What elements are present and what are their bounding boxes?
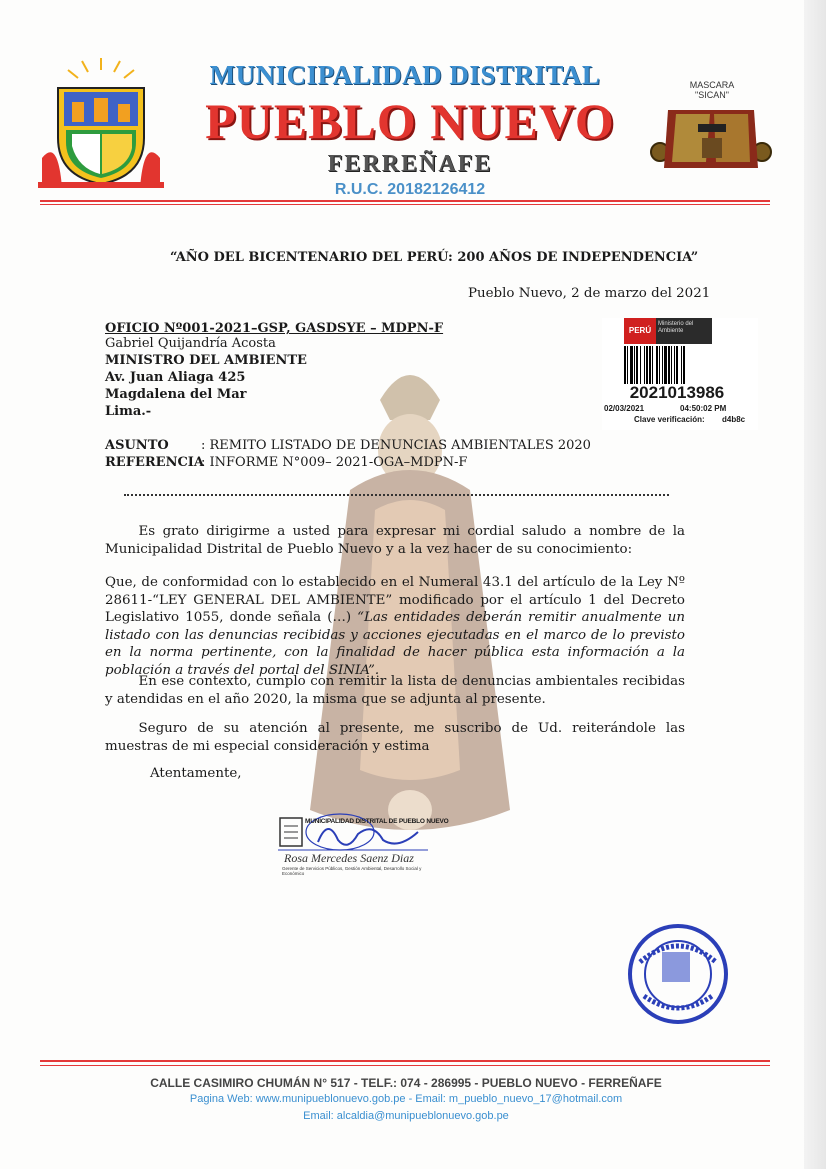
barcode-bar — [652, 346, 653, 384]
signatory-role: Gerente de Servicios Públicos, Gestión Ambiental, Desarrollo Social y Económico — [282, 866, 422, 876]
closing-salutation: Atentamente, — [150, 766, 242, 781]
recipient-district: Magdalena del Mar — [105, 387, 247, 402]
barcode-bar — [636, 346, 638, 384]
barcode-bar — [683, 346, 685, 384]
barcode-bar — [624, 346, 626, 384]
barcode-bar — [627, 346, 628, 384]
barcode-bar — [659, 346, 660, 384]
peru-label: PERÚ — [624, 318, 656, 344]
recipient-title: MINISTRO DEL AMBIENTE — [105, 353, 307, 368]
barcode-bar — [634, 346, 635, 384]
sican-mask-image — [650, 102, 772, 172]
barcode-bars — [624, 346, 722, 384]
p2-quote: “Las entidades deberán remitir anualmente un listado con las denuncias recibidas y acciones ejecutadas en el marco de lo previsto en la norma pertinente, con la finalidad de hacer pública esta información a la población a través del portal del SINIA”. — [105, 610, 686, 678]
referencia-value: : INFORME N°009– 2021-OGA–MDPN-F — [201, 455, 468, 470]
footer-email[interactable]: Email: alcaldia@munipueblonuevo.gob.pe — [303, 1110, 509, 1122]
asunto-label: ASUNTO — [105, 438, 169, 453]
header-rule-bottom — [40, 204, 770, 205]
verification-code: d4b8c — [722, 415, 746, 424]
footer-web-email[interactable]: Pagina Web: www.munipueblonuevo.gob.pe - Email: m_pueblo_nuevo_17@hotmail.com — [189, 1093, 623, 1105]
body-paragraph-3 — [105, 673, 685, 708]
p2-text: Que, de conformidad con lo establecido en el Numeral 43.1 del artículo de la Ley Nº 28611-“LEY GENERAL DEL AMBIENTE” modificado por el artículo 1 del Decreto Legislativo 1055, donde señala (…) — [105, 575, 685, 625]
p1-text: Es grato dirigirme a usted para expresar mi cordial saludo a nombre de la Municipalidad Distrital de Pueblo Nuevo y a la vez hacer de su conocimiento: — [105, 524, 685, 557]
ministry-label: Ministerio del Ambiente — [658, 321, 694, 334]
asunto-value: : REMITO LISTADO DE DENUNCIAS AMBIENTALES 2020 — [201, 438, 591, 453]
barcode-bar — [656, 346, 658, 384]
signatory-name: Rosa Mercedes Saenz Diaz — [284, 851, 414, 865]
body-paragraph-2 — [105, 574, 685, 679]
header-province-name: FERREÑAFE — [327, 151, 493, 177]
body-paragraph-1 — [105, 523, 685, 558]
barcode-bar — [668, 346, 670, 384]
letter-date: Pueblo Nuevo, 2 de marzo del 2021 — [468, 286, 711, 301]
barcode-time: 04:50:02 PM — [680, 404, 727, 413]
barcode-bar — [644, 346, 645, 384]
barcode-bar — [676, 346, 678, 384]
mascara-title: MASCARA — [689, 80, 735, 90]
mascara-label — [672, 80, 752, 100]
municipal-coat-of-arms-logo — [38, 58, 164, 188]
year-motto: “AÑO DEL BICENTENARIO DEL PERÚ: 200 AÑOS DE INDEPENDENCIA” — [170, 250, 699, 265]
footer-rule-top — [40, 1060, 770, 1062]
subject-block — [105, 437, 591, 471]
dotted-separator — [124, 494, 669, 496]
barcode-bar — [649, 346, 651, 384]
barcode-date: 02/03/2021 — [604, 404, 645, 413]
barcode-bar — [662, 346, 663, 384]
footer-address: CALLE CASIMIRO CHUMÁN N° 517 - TELF.: 074 - 286995 - PUEBLO NUEVO - FERREÑAFE — [150, 1076, 662, 1090]
barcode-bar — [646, 346, 648, 384]
mascara-subtitle: "SICAN" — [695, 90, 729, 100]
footer-rule-bottom — [40, 1065, 770, 1066]
header-rule-top — [40, 200, 770, 202]
municipal-round-stamp — [626, 922, 730, 1026]
header-municipality-line: MUNICIPALIDAD DISTRITAL — [209, 60, 601, 90]
barcode-bar — [640, 346, 641, 384]
signature-institution: MUNICIPALIDAD DISTRITAL DE PUEBLO NUEVO — [305, 818, 449, 825]
barcode-bar — [630, 346, 633, 384]
recipient-block — [105, 335, 307, 420]
recipient-name: Gabriel Quijandría Acosta — [105, 336, 276, 351]
verification-label: Clave verificación: — [634, 415, 705, 424]
oficio-number: OFICIO Nº001-2021–GSP, GASDSYE – MDPN-F — [105, 321, 444, 336]
barcode-bar — [674, 346, 675, 384]
barcode-bar — [681, 346, 682, 384]
referencia-label: REFERENCIA — [105, 455, 204, 470]
recipient-street: Av. Juan Aliaga 425 — [105, 370, 246, 385]
p4-text: Seguro de su atención al presente, me suscribo de Ud. reiterándole las muestras de mi especial consideración y estima — [105, 721, 685, 754]
barcode-bar — [671, 346, 672, 384]
page-edge-shadow — [804, 0, 826, 1169]
header-ruc: R.U.C. 20182126412 — [334, 181, 486, 198]
body-paragraph-4 — [105, 720, 685, 755]
p3-text: En ese contexto, cumplo con remitir la lista de denuncias ambientales recibidas y atendidas en el año 2020, la misma que se adjunta al presente. — [105, 674, 685, 707]
recipient-city: Lima.- — [105, 404, 152, 419]
barcode-number: 2021013986 — [629, 383, 725, 402]
barcode-bar — [664, 346, 667, 384]
header-town-name: PUEBLO NUEVO — [205, 93, 615, 149]
